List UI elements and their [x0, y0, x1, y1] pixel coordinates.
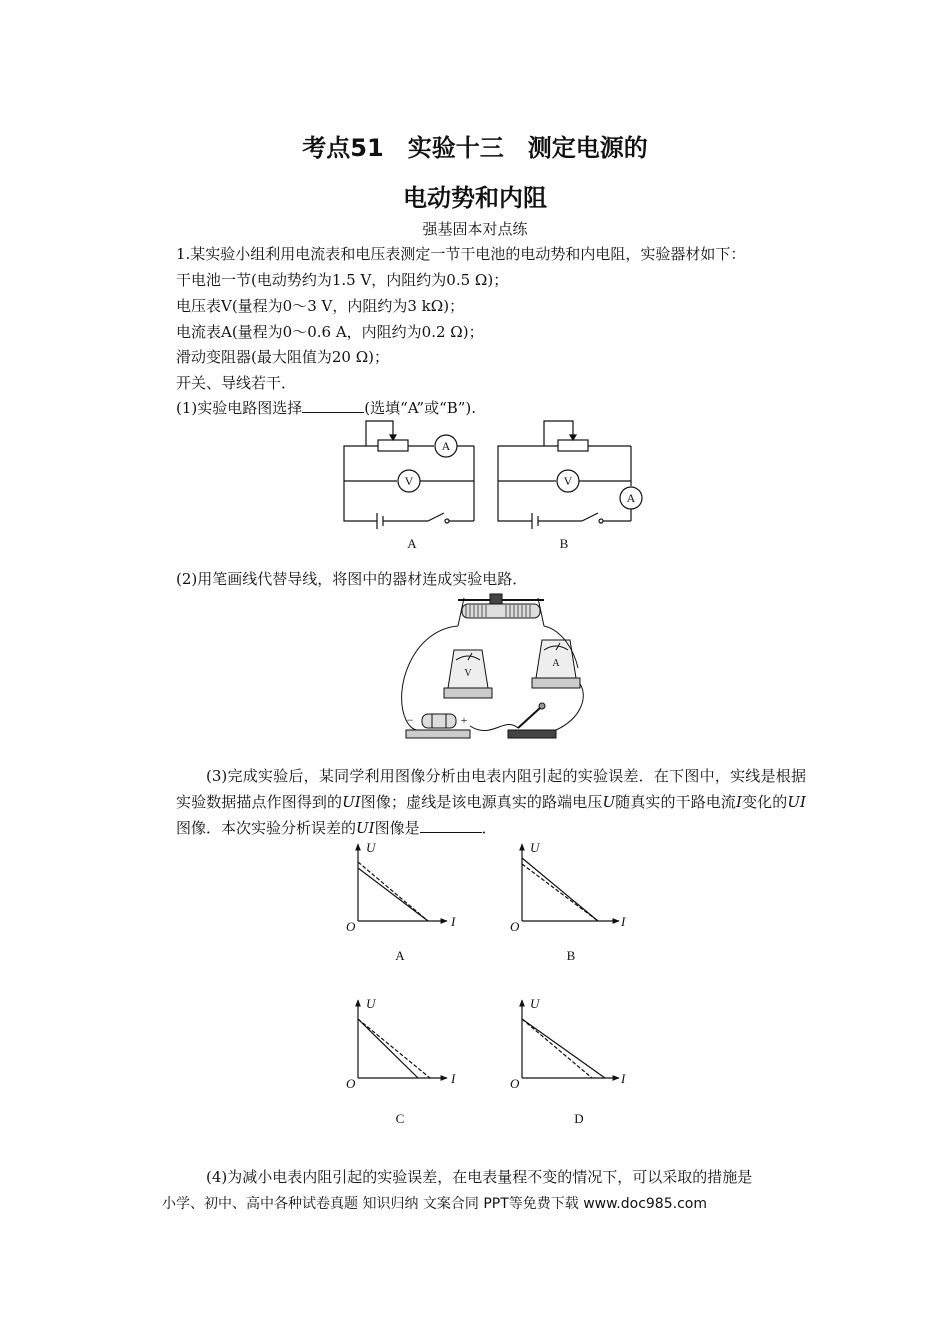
graph-d-i-label: I [621, 1071, 626, 1086]
circuit-b-label: B [559, 536, 569, 551]
graph-a-origin: O [346, 919, 356, 934]
graph-c [358, 1000, 447, 1078]
section-subtitle: 强基固本对点练 [422, 220, 528, 238]
voltmeter-b-symbol: V [563, 474, 573, 488]
battery-minus: − [406, 713, 414, 727]
equipment-ammeter: 电流表A(量程为0～0.6 A，内阻约为0.2 Ω)； [176, 323, 484, 341]
graph-b-u-label: U [530, 840, 540, 855]
graph-a-u-label: U [366, 840, 376, 855]
part1-prefix: (1)实验电路图选择 [176, 399, 303, 417]
graph-b-origin: O [510, 919, 520, 934]
equipment-rheostat: 滑动变阻器(最大阻值为20 Ω)； [176, 348, 389, 366]
graph-b-i-label: I [621, 914, 626, 929]
equipment-battery: 干电池一节(电动势约为1.5 V，内阻约为0.5 Ω)； [176, 271, 509, 289]
graph-d [522, 1000, 619, 1078]
footer-banner: 小学、初中、高中各种试卷真题 知识归纳 文案合同 PPT等免费下载 www.doc985.com [162, 1196, 707, 1212]
graph-a-caption: A [395, 948, 405, 963]
part1-suffix: (选填“A”或“B”). [364, 399, 477, 417]
part4-question: (4)为减小电表内阻引起的实验误差，在电表量程不变的情况下，可以采取的措施是 [206, 1168, 753, 1186]
voltmeter-a-symbol: V [404, 474, 414, 488]
ammeter-a-symbol: A [441, 439, 451, 453]
graph-d-origin: O [510, 1076, 520, 1091]
page-title-line1: 考点51 实验十三 测定电源的 [302, 134, 648, 162]
page-title-line2: 电动势和内阻 [403, 184, 547, 212]
part1-answer-blank[interactable] [302, 398, 364, 413]
graph-c-origin: O [346, 1076, 356, 1091]
part2-question: (2)用笔画线代替导线，将图中的器材连成实验电路． [176, 570, 528, 588]
graph-a [358, 844, 447, 921]
ui-graphs [330, 838, 650, 1130]
battery-plus: + [460, 713, 468, 727]
graph-c-u-label: U [366, 996, 376, 1011]
ammeter-b-symbol: A [626, 491, 636, 505]
ammeter-device-letter: A [552, 658, 560, 669]
question-intro: 1.某实验小组利用电流表和电压表测定一节干电池的电动势和内电阻，实验器材如下： [176, 245, 746, 263]
voltmeter-device-letter: V [464, 668, 472, 679]
graph-d-caption: D [574, 1111, 584, 1126]
equipment-switch-wires: 开关、导线若干． [176, 374, 297, 392]
circuit-a-label: A [407, 536, 417, 551]
graph-c-caption: C [395, 1111, 405, 1126]
graph-b [522, 844, 619, 921]
graph-b-caption: B [566, 948, 576, 963]
part3-answer-blank[interactable] [420, 818, 482, 833]
rheostat [458, 594, 544, 626]
switch [508, 703, 556, 738]
graph-c-i-label: I [451, 1071, 456, 1086]
circuit-diagrams [330, 412, 650, 557]
graph-a-i-label: I [451, 914, 456, 929]
graph-d-u-label: U [530, 996, 540, 1011]
apparatus-drawing [392, 590, 592, 750]
part3-question: (3)完成实验后，某同学利用图像分析由电表内阻引起的实验误差．在下图中，实线是根据实验数据描点作图得到的UI图像；虚线是该电源真实的路端电压U随真实的干路电流I变化的UI图像．本次实验分析误差的UI图像是 ． [176, 767, 806, 837]
equipment-voltmeter: 电压表V(量程为0～3 V，内阻约为3 kΩ)； [176, 297, 465, 315]
